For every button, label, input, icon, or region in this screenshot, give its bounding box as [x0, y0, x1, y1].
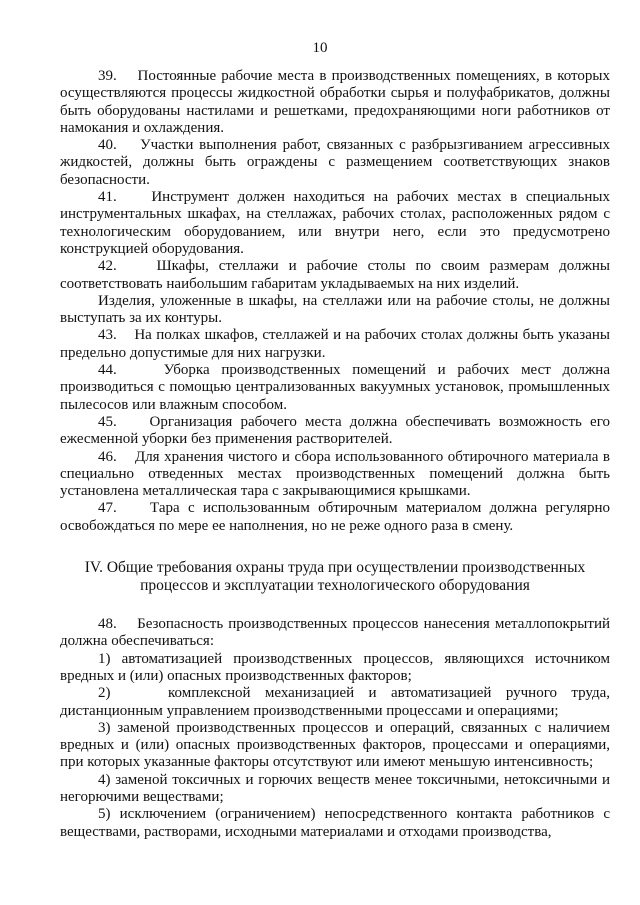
list-item-1: 1) автоматизацией производственных процессов, являющихся источником вредных и (или) опасных производственных факторов; — [60, 650, 610, 684]
paragraph-40: 40. Участки выполнения работ, связанных с разбрызгиванием агрессивных жидкостей, должны быть ограждены с размещением соответствующих знаков безопасности. — [60, 137, 610, 188]
paragraph-46: 46. Для хранения чистого и сбора использованного обтирочного материала в специально отведенных местах производственных помещений должна быть установлена металлическая тара с закрывающимися крышками. — [60, 448, 610, 500]
page-number: 10 — [312, 40, 328, 56]
paragraph-44: 44. Уборка производственных помещений и рабочих мест должна производиться с помощью централизованных вакуумных установок, промышленных пылесосов или влажным способом. — [60, 362, 610, 413]
list-item-5: 5) исключением (ограничением) непосредственного контакта работников с веществами, растворами, исходными материалами и отходами производства, — [60, 806, 610, 840]
list-item-4: 4) заменой токсичных и горючих веществ менее токсичными, нетоксичными и негорючими веществами; — [60, 771, 610, 805]
paragraph-45: 45. Организация рабочего места должна обеспечивать возможность его ежесменной уборки без применения растворителей. — [60, 413, 610, 448]
paragraph-48: 48. Безопасность производственных процессов нанесения металлопокрытий должна обеспечиваться: — [60, 616, 610, 650]
section-heading — [60, 559, 610, 594]
paragraph-42-continued: Изделия, уложенные в шкафы, на стеллажи или на рабочие столы, не должны выступать за их контуры. — [60, 292, 610, 327]
paragraph-43: 43. На полках шкафов, стеллажей и на рабочих столах должны быть указаны предельно допустимые для них нагрузки. — [60, 327, 610, 361]
paragraph-39: 39. Постоянные рабочие места в производственных помещениях, в которых осуществляются процессы жидкостной обработки сырья и полуфабрикатов, должны быть оборудованы настилами и решетками, предохраняющими ноги работников от намокания и охлаждения. — [60, 68, 610, 136]
paragraph-42: 42. Шкафы, стеллажи и рабочие столы по своим размерам должны соответствовать наибольшим габаритам укладываемых на них изделий. — [60, 258, 610, 292]
list-item-2: 2) комплексной механизацией и автоматизацией ручного труда, дистанционным управлением производственными процессами и операциями; — [60, 685, 610, 719]
paragraph-47: 47. Тара с использованным обтирочным материалом должна регулярно освобождаться по мере ее наполнения, но не реже одного раза в смену. — [60, 500, 610, 534]
section-heading-line2: процессов и эксплуатации технологического оборудования — [140, 576, 530, 594]
paragraph-41: 41. Инструмент должен находиться на рабочих местах в специальных инструментальных шкафах, на стеллажах, рабочих столах, расположенных рядом с технологическим оборудованием, или внутри него, если это предусмотрено конструкцией оборудования. — [60, 189, 610, 257]
section-heading-line1: IV. Общие требования охраны труда при осуществлении производственных — [84, 559, 586, 577]
document-body — [60, 68, 610, 841]
list-item-3: 3) заменой производственных процессов и операций, связанных с наличием вредных и (или) опасных производственных факторов, процессами и операциями, при которых указанные факторы отсутствуют или имеют меньшую интенсивность; — [60, 719, 610, 771]
